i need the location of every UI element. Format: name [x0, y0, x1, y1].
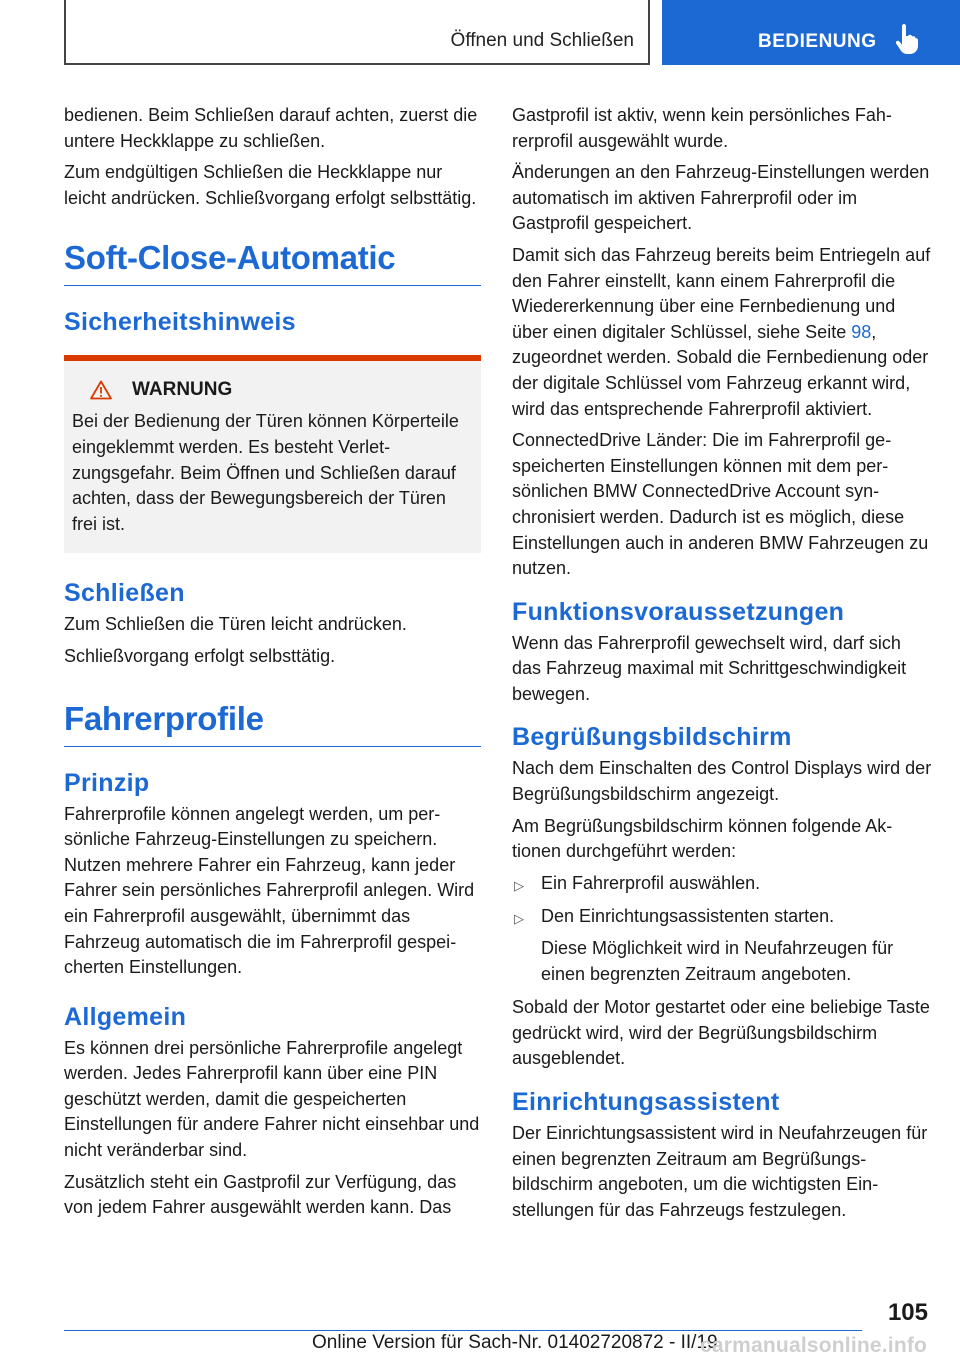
general-paragraph-1: Es können drei persönliche Fahrerprofile angelegt werden. Jedes Fahrerprofil kann über eine PIN geschützt werden, damit die gespeicherten Einstellungen für andere Fahrer nicht einsehbar und nicht veränderbar sind. — [64, 1037, 480, 1161]
header-section-box — [64, 0, 650, 65]
closing-paragraph-2: Schließvorgang erfolgt selbsttätig. — [64, 645, 336, 666]
page-reference-link[interactable]: 98 — [851, 321, 872, 342]
welcome-actions-list — [512, 871, 932, 987]
warning-triangle-icon — [90, 380, 112, 400]
list-item-note: Diese Möglichkeit wird in Neufahrzeugen für einen begrenzten Zeitraum angeboten. — [541, 938, 894, 984]
page-number: 105 — [887, 1299, 928, 1326]
intro-paragraph-1: bedienen. Beim Schließen darauf achten, zuerst die untere Heckklappe zu schließen. — [64, 105, 478, 151]
settings-saved-paragraph: Änderungen an den Fahrzeug-Einstellungen werden automatisch im aktiven Fahrerprofil oder im Gastprofil gespeichert. — [512, 162, 930, 234]
unlock-text-before: Damit sich das Fahrzeug bereits beim Entriegeln auf den Fahrer einstellt, kann einem Fahrerprofil die Wiedererkennung über eine Fernbedienung und über einen digitaler Schlüssel, siehe Seite — [512, 244, 931, 342]
list-item — [512, 871, 932, 897]
closing-paragraph-1: Zum Schließen die Türen leicht andrücken. — [64, 614, 407, 635]
heading-requirements: Funktionsvoraussetzungen — [512, 597, 845, 626]
heading-setup-assistant: Einrichtungsassistent — [512, 1088, 780, 1116]
unlock-text-after: , zugeordnet werden. Sobald die Fernbedienung oder der digitale Schlüssel vom Fahrzeug erkannt wird, wird das entsprechende Fahrerprofil aktiviert. — [512, 321, 929, 419]
warning-text: Bei der Bedienung der Türen können Körperteile eingeklemmt werden. Es besteht Verletzungsgefahr. Beim Öffnen und Schließen darauf achten, dass der Bewegungsbereich der Türen frei ist. — [72, 411, 459, 534]
principle-paragraph: Fahrerprofile können angelegt werden, um persönliche Fahrzeug-Einstellungen zu speichern. Nutzen mehrere Fahrer ein Fahrzeug, kann jeder Fahrer sein persönliches Fahrerprofil anlegen. Wird ein Fahrerprofil ausgewählt, übernimmt das Fahrzeug automatisch die im Fahrerprofil gespeicherten Einstellungen. — [64, 803, 475, 978]
right-column — [512, 103, 932, 1229]
requirements-paragraph: Wenn das Fahrerprofil gewechselt wird, darf sich das Fahrzeug maximal mit Schrittgeschwindigkeit bewegen. — [512, 632, 907, 704]
section-title-driver-profiles: Fahrerprofile — [64, 700, 481, 747]
welcome-paragraph-1: Nach dem Einschalten des Control Displays wird der Begrüßungsbildschirm angezeigt. — [512, 758, 932, 805]
warning-box — [64, 355, 481, 553]
header-section-title: Öffnen und Schließen — [450, 30, 634, 51]
heading-principle: Prinzip — [64, 768, 150, 797]
footer-online-version: Online Version für Sach-Nr. 01402720872 - II/19 — [312, 1332, 718, 1353]
list-item — [512, 904, 932, 987]
guest-profile-paragraph: Gastprofil ist aktiv, wenn kein persönliches Fahrerprofil ausgewählt wurde. — [512, 105, 892, 151]
general-paragraph-2: Zusätzlich steht ein Gastprofil zur Verfügung, das von jedem Fahrer ausgewählt werden kann. Das — [64, 1171, 457, 1218]
welcome-paragraph-3: Sobald der Motor gestartet oder eine beliebige Taste gedrückt wird, wird der Begrüßungsbildschirm ausgeblendet. — [512, 997, 930, 1069]
watermark: carmanualsonline.info — [700, 1334, 928, 1357]
section-title-soft-close: Soft-Close-Automatic — [64, 239, 481, 286]
warning-label: WARNUNG — [132, 379, 233, 401]
header-chapter-label: BEDIENUNG — [758, 31, 877, 52]
header-chapter-tab — [662, 0, 960, 65]
setup-assistant-paragraph: Der Einrichtungsassistent wird in Neufahrzeugen für einen begrenzten Zeitraum am Begrüßungsbildschirm angeboten, um die wichtigsten Einstellungen für das Fahrzeugs festzulegen. — [512, 1123, 928, 1220]
heading-closing: Schließen — [64, 579, 185, 608]
welcome-paragraph-2: Am Begrüßungsbildschirm können folgende Aktionen durchgeführt werden: — [512, 815, 893, 862]
bullet-triangle-icon: ▷ — [514, 911, 524, 927]
connected-drive-paragraph: ConnectedDrive Länder: Die im Fahrerprofil gespeicherten Einstellungen können mit dem persönlichen BMW ConnectedDrive Account synchronisiert werden. Dadurch ist es möglich, diese Einstellungen auch in anderen BMW Fahrzeugen zu nutzen. — [512, 430, 929, 579]
intro-paragraph-2: Zum endgültigen Schließen die Heckklappe nur leicht andrücken. Schließvorgang erfolgt selbsttätig. — [64, 162, 477, 208]
heading-general: Allgemein — [64, 1002, 187, 1031]
heading-welcome-screen: Begrüßungsbildschirm — [512, 723, 792, 752]
list-item-text: Den Einrichtungsassistenten starten. — [541, 906, 835, 927]
list-item-text: Ein Fahrerprofil auswählen. — [541, 872, 761, 893]
bullet-triangle-icon: ▷ — [514, 877, 524, 893]
warning-title — [72, 379, 469, 401]
hand-pointer-icon — [894, 24, 920, 54]
heading-safety-note: Sicherheitshinweis — [64, 308, 296, 337]
footer-divider — [64, 1330, 862, 1331]
left-column — [64, 103, 481, 1227]
unlock-recognition-paragraph — [512, 243, 932, 422]
